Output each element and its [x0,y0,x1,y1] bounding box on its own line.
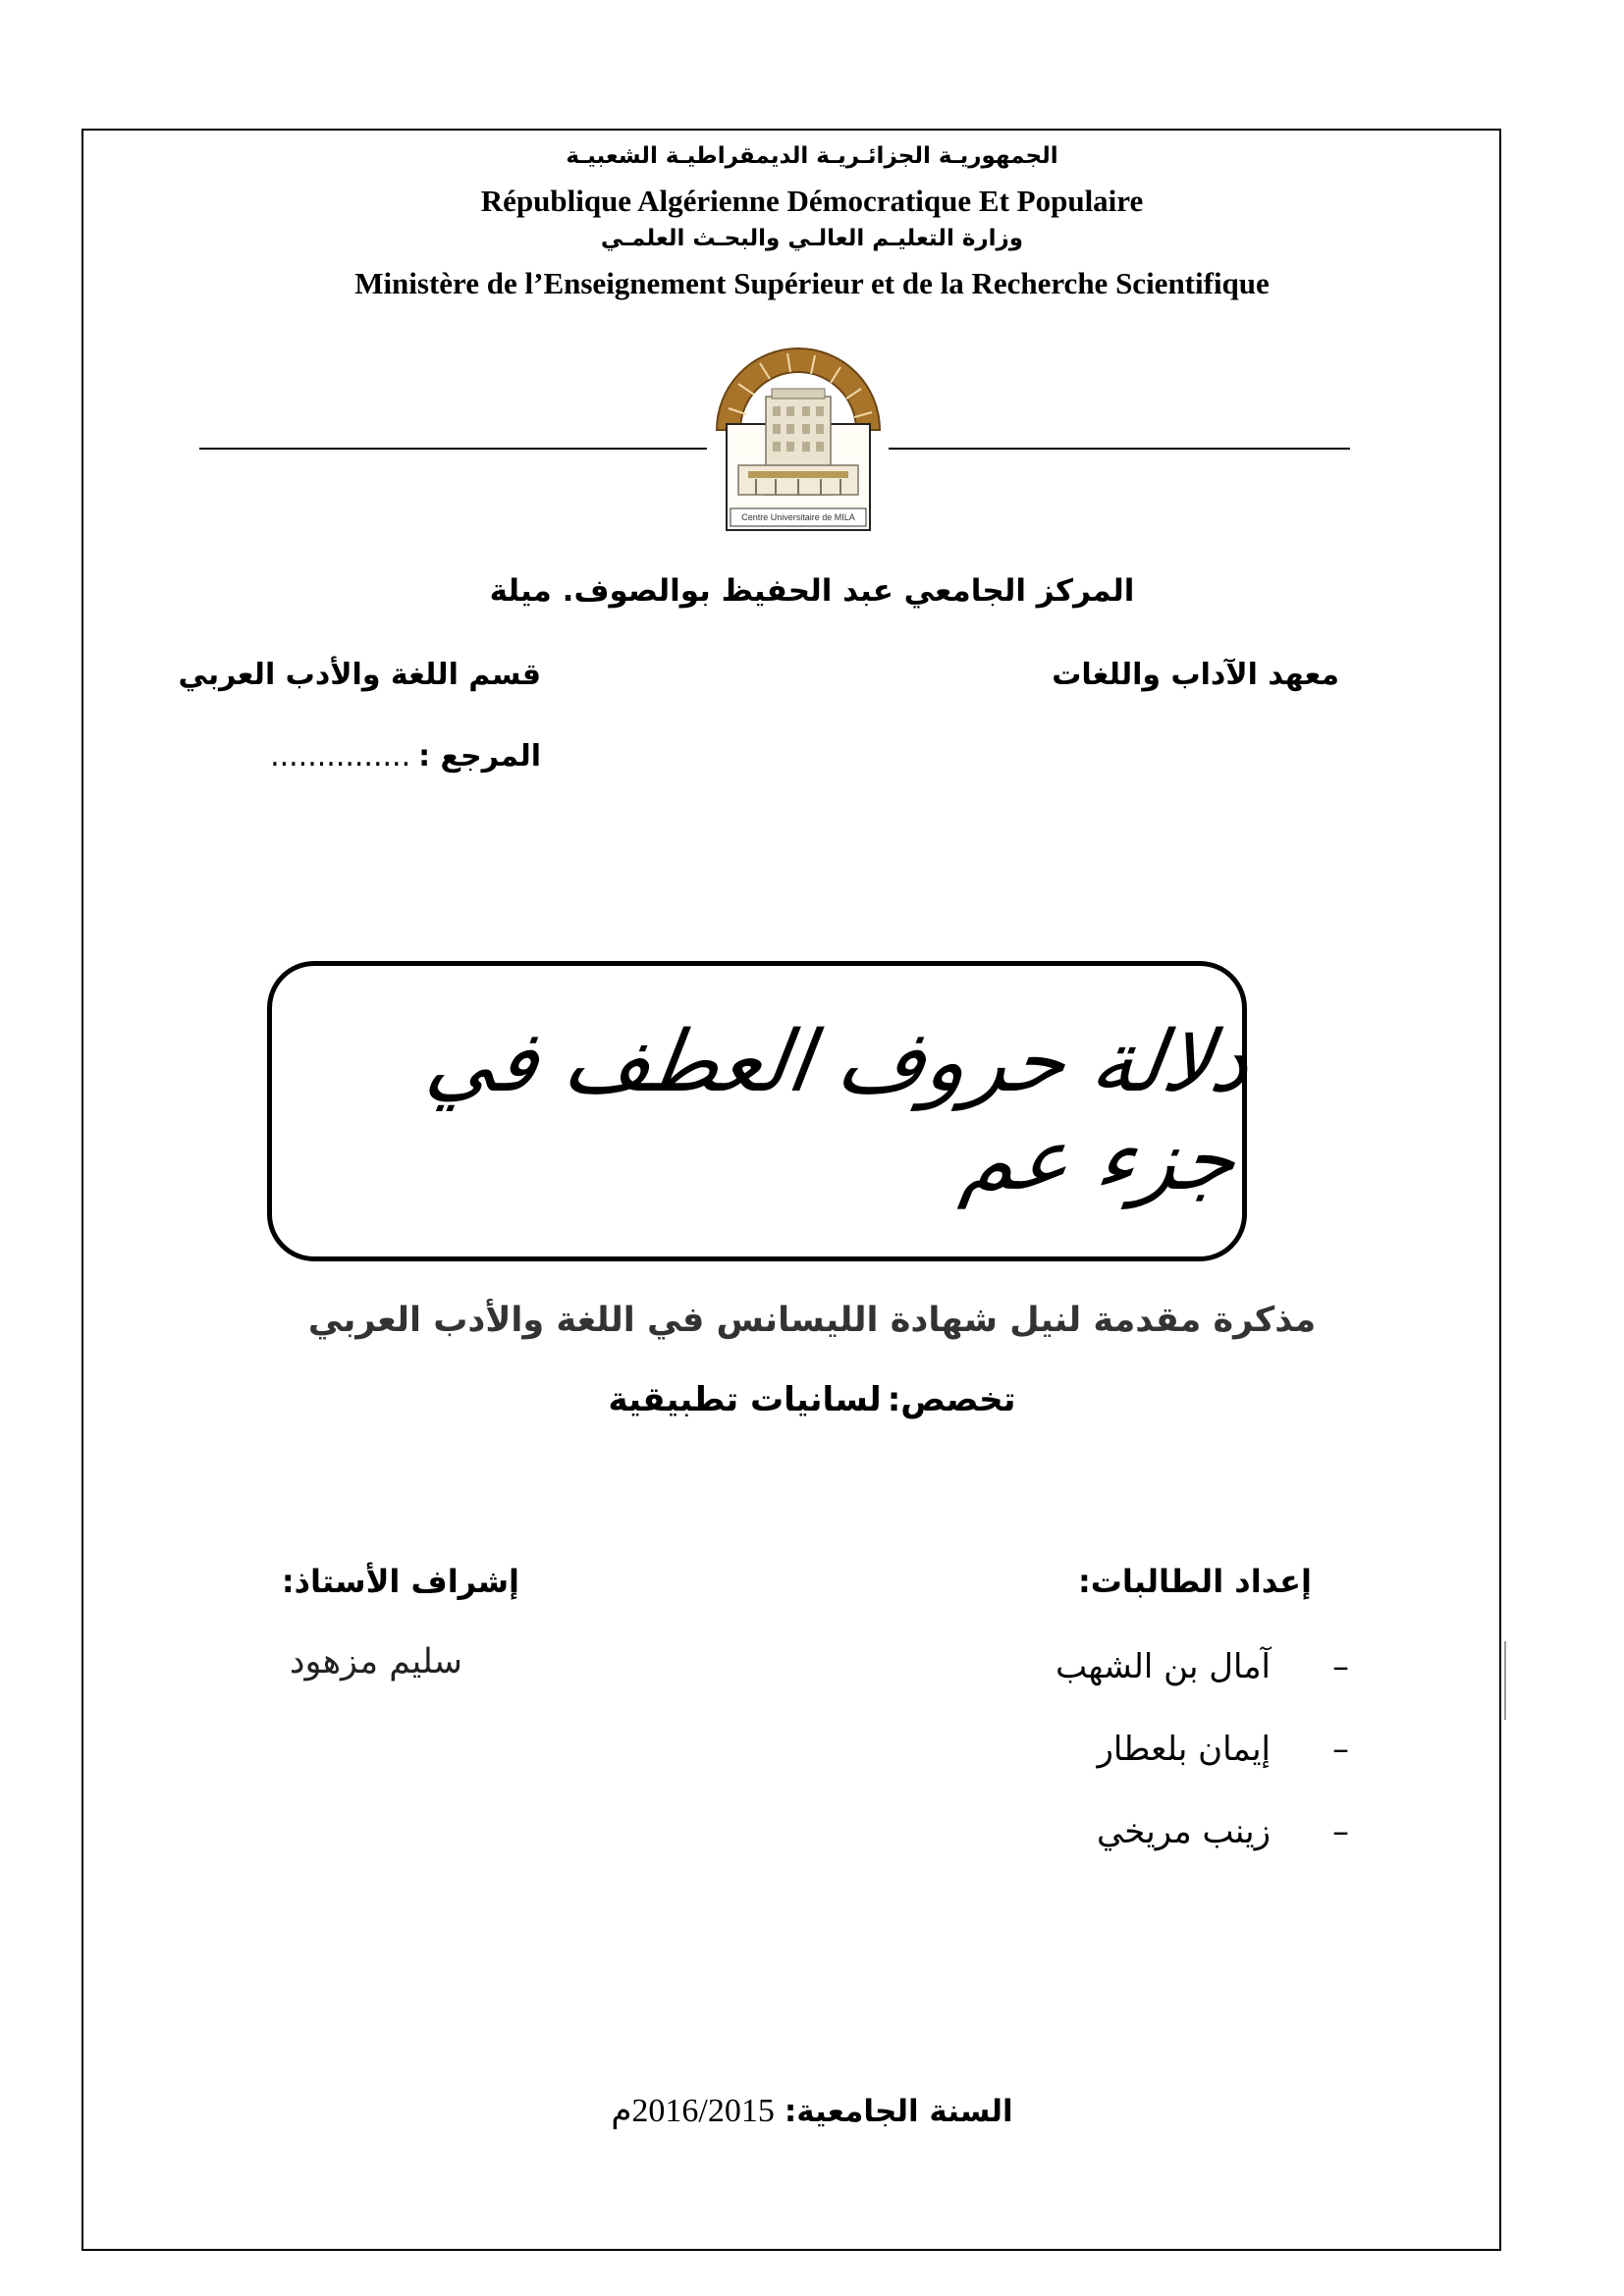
thesis-purpose: مذكرة مقدمة لنيل شهادة الليسانس في اللغة والأدب العربي [307,1301,1317,1340]
specialty-value: لسانيات تطبيقية [608,1380,882,1419]
country-name-arabic: الجمهوريـة الجزائـريـة الديمقراطيـة الشعبيـة [566,143,1058,169]
reference-placeholder: ............... [270,739,411,774]
academic-year [0,2091,1624,2130]
list-marker: – [1332,1730,1349,1769]
students-list [1056,1642,1349,1890]
reference-line [270,739,541,774]
prepared-by-label: إعداد الطالبات: [1077,1563,1312,1600]
supervisor-name: سليم مزهود [289,1642,462,1682]
header-rule-right [889,448,1350,450]
academic-year-value: 2016/2015م [611,2093,775,2129]
list-item [1056,1642,1349,1725]
scan-edge-mark [1504,1641,1506,1720]
supervised-by-label: إشراف الأستاذ: [281,1563,519,1600]
student-name: إيمان بلعطار [1097,1730,1271,1769]
country-name-french: République Algérienne Démocratique Et Populaire [480,184,1144,218]
list-marker: – [1332,1647,1349,1686]
department-name: قسم اللغة والأدب العربي [178,658,541,692]
list-item [1056,1807,1349,1890]
university-center-name: المركز الجامعي عبد الحفيظ بوالصوف. ميلة [489,573,1135,609]
thesis-title: دلالة حروف العطف في جزء عم [420,1013,1257,1209]
university-building-logo-icon [709,340,888,536]
list-item [1056,1725,1349,1807]
ministry-name-arabic: وزارة التعليـم العالـي والبحـث العلمـي [600,226,1024,251]
ministry-name-french: Ministère de l’Enseignement Supérieur et de la Recherche Scientifique [354,266,1270,300]
student-name: زينب مريخي [1096,1812,1271,1851]
header-rule-left [199,448,707,450]
academic-year-label: السنة الجامعية: [784,2094,1013,2129]
list-marker: – [1332,1812,1349,1851]
institute-name: معهد الآداب واللغات [1052,658,1339,692]
student-name: آمال بن الشهب [1056,1647,1271,1686]
reference-label: المرجع : [418,739,541,774]
logo-caption: Centre Universitaire de MILA [741,512,855,522]
thesis-title-box [267,961,1257,1261]
specialty-line [0,1380,1624,1419]
specialty-label: تخصص: [887,1380,1016,1419]
